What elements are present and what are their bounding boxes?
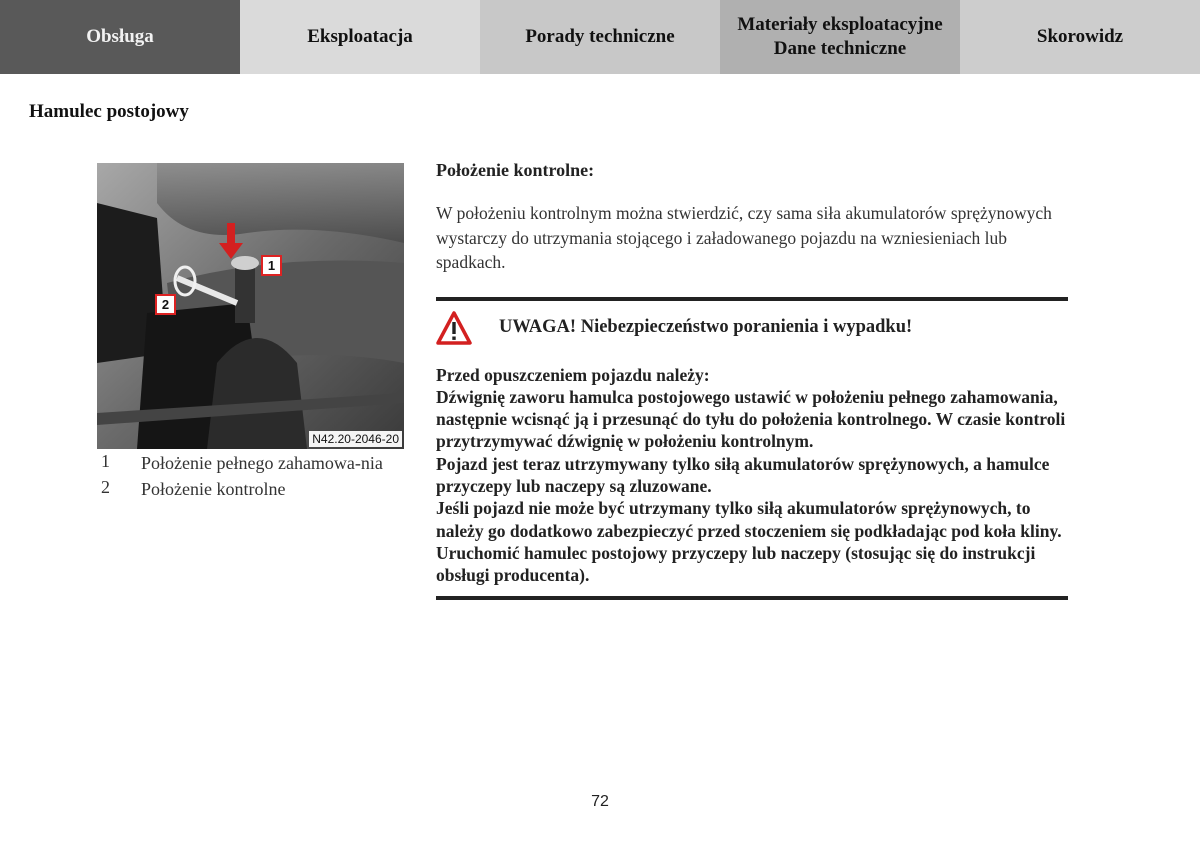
warning-line: Dźwignię zaworu hamulca postojowego ustawić w położeniu pełnego zahamowania, następnie wcisnąć ją i przesunąć do tyłu do położenia kontrolnego. W czasie kontroli przytrzymywać dźwignię w położeniu kontrolnym.	[436, 386, 1066, 452]
warning-line: Jeśli pojazd nie może być utrzymany tylko siłą akumulatorów sprężynowych, to należy go dodatkowo zabezpieczyć przed stoczeniem się podkładając pod koła kliny.	[436, 498, 1062, 541]
figure-code: N42.20-2046-20	[309, 431, 402, 447]
section-title: Hamulec postojowy	[29, 101, 189, 122]
warning-title: UWAGA! Niebezpieczeństwo poranienia i wypadku!	[499, 317, 913, 337]
control-position-text: W położeniu kontrolnym można stwierdzić, czy sama siła akumulatorów sprężynowych wystarczy do utrzymania stojącego i załadowanego pojazdu na wzniesieniach lub spadkach.	[436, 203, 1052, 272]
divider-top	[436, 297, 1068, 301]
control-position-heading: Położenie kontrolne:	[436, 160, 595, 180]
caption-item	[101, 477, 401, 501]
tab-label-line1: Materiały eksploatacyjne	[737, 14, 943, 35]
tab-skorowidz[interactable]	[960, 0, 1200, 74]
caption-item	[101, 451, 401, 475]
tab-porady-techniczne[interactable]	[480, 0, 720, 74]
warning-line: Przed opuszczeniem pojazdu należy:	[436, 364, 710, 385]
warning-header	[436, 311, 1068, 345]
tab-materialy-dane-techniczne[interactable]	[720, 0, 960, 74]
tab-obsluga[interactable]	[0, 0, 240, 74]
warning-line: Pojazd jest teraz utrzymywany tylko siłą akumulatorów sprężynowych, a hamulce przyczepy lub naczepy są zluzowane.	[436, 453, 1050, 496]
caption-text: Położenie pełnego zahamowa-nia	[141, 453, 383, 473]
tab-label: Obsługa	[86, 26, 154, 47]
caption-number: 1	[101, 451, 110, 471]
tab-label-line2: Dane techniczne	[773, 38, 907, 59]
callout-2: 2	[155, 294, 176, 315]
figure-captions	[101, 451, 401, 503]
tab-label: Porady techniczne	[525, 26, 675, 47]
tab-label: Skorowidz	[1036, 26, 1124, 47]
parking-brake-illustration	[97, 163, 404, 449]
chapter-tabs	[0, 0, 1200, 74]
tab-label: Eksploatacja	[307, 26, 413, 47]
content-column	[436, 160, 1068, 600]
warning-triangle-icon	[436, 311, 472, 345]
tab-eksploatacja[interactable]	[240, 0, 480, 74]
page-number: 72	[591, 793, 609, 810]
divider-bottom	[436, 596, 1068, 600]
callout-1: 1	[261, 255, 282, 276]
caption-number: 2	[101, 477, 110, 497]
warning-line: Uruchomić hamulec postojowy przyczepy lub naczepy (stosując się do instrukcji obsługi producenta).	[436, 542, 1036, 586]
parking-brake-photo	[97, 163, 404, 449]
caption-text: Położenie kontrolne	[141, 479, 286, 499]
warning-body	[436, 364, 1068, 587]
